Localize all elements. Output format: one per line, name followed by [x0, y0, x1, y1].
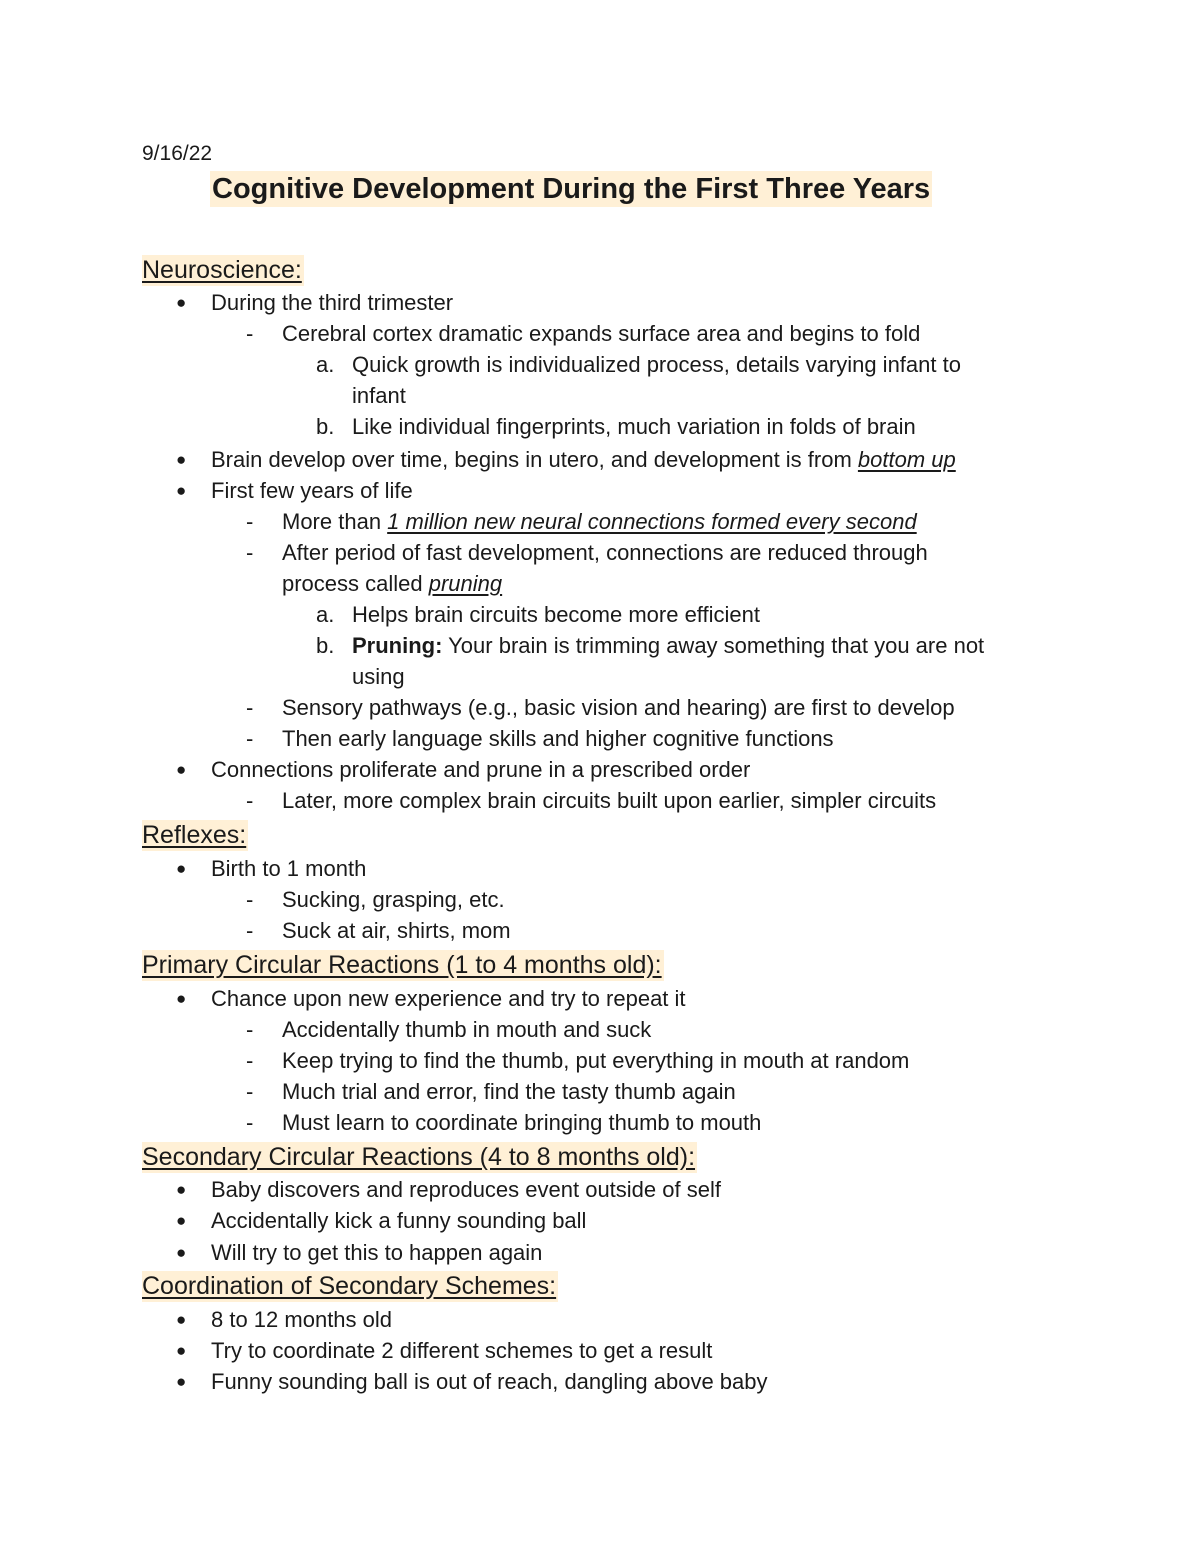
letter-marker: b. [316, 633, 335, 658]
list-item-text: Keep trying to find the thumb, put everything in mouth at random [282, 1048, 910, 1073]
dash-marker: - [246, 1110, 254, 1135]
list-item-continuation: infant [352, 383, 406, 408]
list-item-text: Sensory pathways (e.g., basic vision and hearing) are first to develop [282, 695, 955, 720]
letter-marker: a. [316, 352, 335, 377]
bullet-marker: ● [176, 293, 187, 312]
list-item-continuation [282, 571, 502, 597]
dash-marker: - [246, 1048, 254, 1073]
section-heading-secondary-circular-reactions: Secondary Circular Reactions (4 to 8 months old): [142, 1143, 696, 1171]
bullet-marker: ● [176, 1372, 187, 1391]
dash-marker: - [246, 509, 254, 534]
bullet-marker: ● [176, 1341, 187, 1360]
text-run: Your brain is trimming away something that you are not [442, 633, 985, 658]
note-date: 9/16/22 [142, 142, 213, 165]
list-item-text: Will try to get this to happen again [211, 1240, 543, 1265]
list-item-text: After period of fast development, connections are reduced through [282, 540, 928, 565]
dash-marker: - [246, 887, 254, 912]
list-item-text: Much trial and error, find the tasty thumb again [282, 1079, 736, 1104]
bullet-marker: ● [176, 450, 187, 469]
list-item-text: Birth to 1 month [211, 856, 367, 881]
emphasis-text: bottom up [857, 447, 956, 472]
text-run: process called [282, 571, 429, 596]
list-item-text: Connections proliferate and prune in a prescribed order [211, 757, 751, 782]
list-item-text: Then early language skills and higher cognitive functions [282, 726, 834, 751]
bullet-marker: ● [176, 1243, 187, 1262]
list-item-text: Later, more complex brain circuits built upon earlier, simpler circuits [282, 788, 937, 813]
text-run: More than [282, 509, 388, 534]
list-item-text: Must learn to coordinate bringing thumb to mouth [282, 1110, 762, 1135]
list-item-text: Like individual fingerprints, much variation in folds of brain [352, 414, 916, 439]
dash-marker: - [246, 695, 254, 720]
list-item-text: 8 to 12 months old [211, 1307, 393, 1332]
list-item-text: Suck at air, shirts, mom [282, 918, 511, 943]
dash-marker: - [246, 788, 254, 813]
list-item-text: First few years of life [211, 478, 413, 503]
bullet-marker: ● [176, 1310, 187, 1329]
list-item-text [211, 447, 956, 473]
list-item-text [282, 509, 917, 535]
dash-marker: - [246, 918, 254, 943]
page-title: Cognitive Development During the First Three Years [212, 173, 931, 205]
section-heading-primary-circular-reactions: Primary Circular Reactions (1 to 4 months old): [142, 951, 662, 979]
letter-marker: a. [316, 602, 335, 627]
list-item-text [352, 633, 984, 659]
bullet-marker: ● [176, 859, 187, 878]
list-item-text: Helps brain circuits become more efficient [352, 602, 760, 627]
list-item-text: Try to coordinate 2 different schemes to get a result [211, 1338, 713, 1363]
dash-marker: - [246, 1079, 254, 1104]
list-item-text: Baby discovers and reproduces event outside of self [211, 1177, 721, 1202]
list-item-continuation: using [352, 664, 405, 689]
dash-marker: - [246, 726, 254, 751]
bullet-marker: ● [176, 760, 187, 779]
emphasis-text: 1 million new neural connections formed every second [387, 509, 917, 534]
list-item-text: Sucking, grasping, etc. [282, 887, 505, 912]
dash-marker: - [246, 540, 254, 565]
section-heading-reflexes: Reflexes: [142, 821, 247, 849]
list-item-text: During the third trimester [211, 290, 454, 315]
bullet-marker: ● [176, 989, 187, 1008]
dash-marker: - [246, 321, 254, 346]
bullet-marker: ● [176, 1180, 187, 1199]
term-label: Pruning: [352, 633, 443, 658]
list-item-text: Quick growth is individualized process, details varying infant to [352, 352, 961, 377]
list-item-text: Funny sounding ball is out of reach, dangling above baby [211, 1369, 768, 1394]
emphasis-text: pruning [428, 571, 503, 596]
section-heading-neuroscience: Neuroscience: [142, 256, 302, 284]
list-item-text: Cerebral cortex dramatic expands surface area and begins to fold [282, 321, 921, 346]
dash-marker: - [246, 1017, 254, 1042]
text-run: Brain develop over time, begins in utero, and development is from [211, 447, 858, 472]
list-item-text: Accidentally thumb in mouth and suck [282, 1017, 652, 1042]
list-item-text: Accidentally kick a funny sounding ball [211, 1208, 587, 1233]
bullet-marker: ● [176, 1211, 187, 1230]
section-heading-coordination-of-secondary-schemes: Coordination of Secondary Schemes: [142, 1272, 557, 1300]
letter-marker: b. [316, 414, 335, 439]
bullet-marker: ● [176, 481, 187, 500]
list-item-text: Chance upon new experience and try to repeat it [211, 986, 686, 1011]
